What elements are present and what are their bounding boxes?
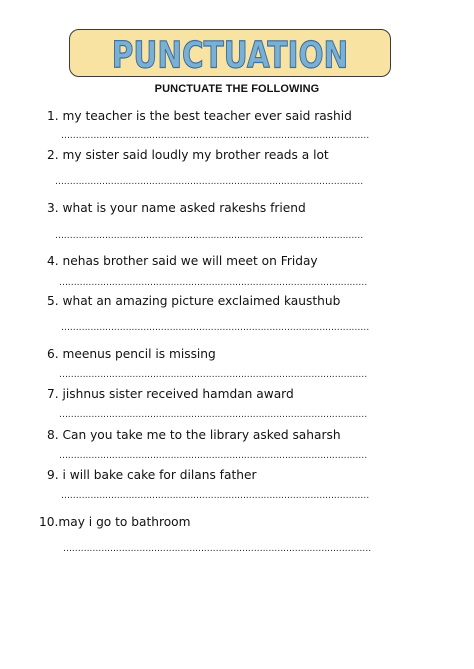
title-banner <box>69 29 391 77</box>
question-2: 2. my sister said loudly my brother reads a lot <box>47 148 329 162</box>
question-6: 6. meenus pencil is missing <box>47 347 216 361</box>
question-3: 3. what is your name asked rakeshs friend <box>47 201 306 215</box>
question-10: 10.may i go to bathroom <box>39 515 191 529</box>
instructions-heading: PUNCTUATE THE FOLLOWING <box>154 83 320 95</box>
answer-line-3[interactable]: …………………………………………………………………………………………… <box>55 231 364 241</box>
answer-line-1[interactable]: …………………………………………………………………………………………… <box>61 131 370 141</box>
answer-line-8[interactable]: …………………………………………………………………………………………… <box>59 451 368 461</box>
question-9: 9. i will bake cake for dilans father <box>47 468 257 482</box>
question-5: 5. what an amazing picture exclaimed kausthub <box>47 294 341 308</box>
answer-line-7[interactable]: …………………………………………………………………………………………… <box>59 410 368 420</box>
answer-line-5[interactable]: …………………………………………………………………………………………… <box>61 323 370 333</box>
question-8: 8. Can you take me to the library asked saharsh <box>47 428 341 442</box>
answer-line-2[interactable]: …………………………………………………………………………………………… <box>55 177 364 187</box>
title-graphic <box>70 30 390 76</box>
answer-line-4[interactable]: …………………………………………………………………………………………… <box>59 278 368 288</box>
answer-line-10[interactable]: …………………………………………………………………………………………… <box>63 544 372 554</box>
answer-line-9[interactable]: …………………………………………………………………………………………… <box>61 491 370 501</box>
answer-line-6[interactable]: …………………………………………………………………………………………… <box>59 370 368 380</box>
worksheet-title: PUNCTUATION <box>111 33 349 76</box>
question-1: 1. my teacher is the best teacher ever said rashid <box>47 109 352 123</box>
question-7: 7. jishnus sister received hamdan award <box>47 387 294 401</box>
question-4: 4. nehas brother said we will meet on Friday <box>47 254 318 268</box>
